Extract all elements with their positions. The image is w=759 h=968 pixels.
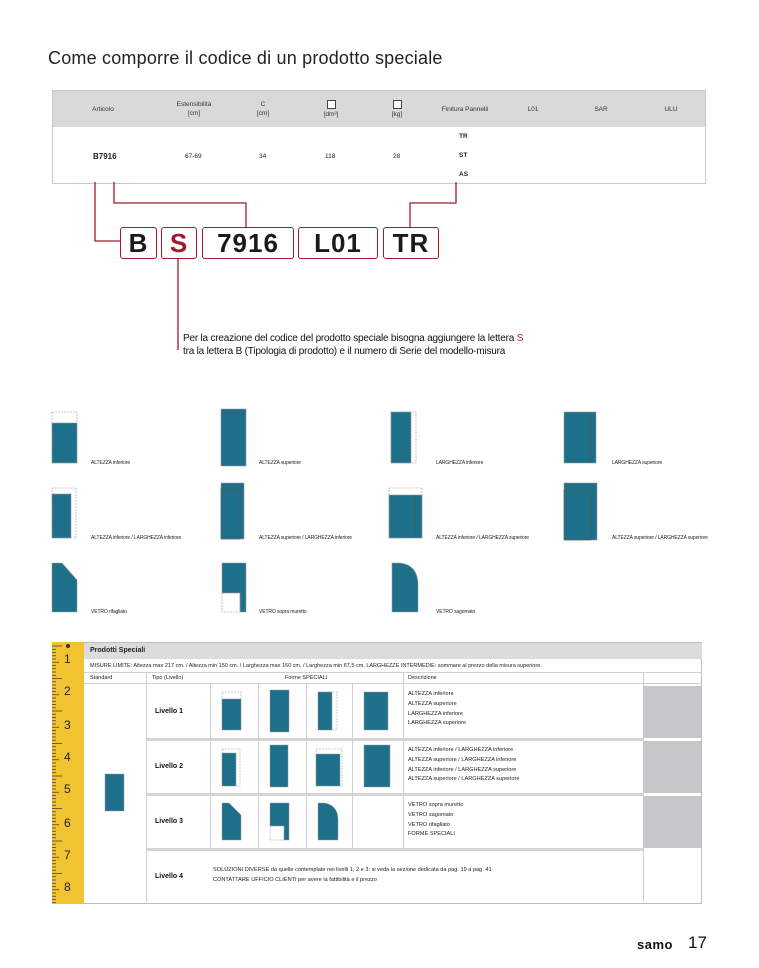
- col-volume: [dm³]: [311, 91, 351, 127]
- code-box-l01: L01: [298, 227, 378, 259]
- caption-3: LARGHEZZA superiore: [612, 460, 663, 466]
- caption-5: ALTEZZA superiore / LARGHEZZA inferiore: [259, 535, 352, 541]
- code-box-tr: TR: [383, 227, 439, 259]
- caption-9: VETRO sopra muretto: [259, 609, 307, 615]
- samo-logo: samo: [637, 937, 673, 952]
- caption-2: LARGHEZZA inferiore: [436, 460, 484, 466]
- code-note: Per la creazione del codice del prodotto speciale bisogna aggiungere la lettera S tra la lettera B (Tipologia di prodotto) e il numero di Serie del modello-misura: [183, 333, 524, 357]
- level-4-label: Livello 4: [155, 873, 184, 880]
- level-2-desc: ALTEZZA inferiore / LARGHEZZA inferiore ALTEZZA superiore / LARGHEZZA inferiore ALTEZZA inferiore / LARGHEZZA superiore ALTEZZA superiore / LARGHEZZA superiore: [408, 747, 520, 783]
- limits-text: MISURE LIMITE: Altezza max 217 cm. / Altezza min 150 cm. / Larghezza max 160 cm. / Larghezza min 67,5 cm. LARGHEZZE INTERMEDIE: sommare al prezzo della misura superiore.: [90, 663, 542, 669]
- row-c: 34: [259, 153, 267, 160]
- code-box-b: B: [120, 227, 157, 259]
- level-1-label: Livello 1: [155, 708, 184, 715]
- ruler-number: 1: [64, 652, 71, 666]
- code-box-series: 7916: [202, 227, 294, 259]
- table-title: Prodotti Speciali: [90, 647, 146, 654]
- finitura-as: AS: [459, 171, 469, 178]
- col-standard: Standard: [90, 675, 113, 681]
- level-3-desc: VETRO sopra muretto VETRO sagomato VETRO rifagliato FORME SPECIALI: [408, 802, 464, 838]
- level-1-desc: ALTEZZA inferiore ALTEZZA superiore LARGHEZZA inferiore LARGHEZZA superiore: [408, 691, 467, 727]
- col-l01: L01: [527, 105, 539, 113]
- ruler-number: 7: [64, 848, 71, 862]
- caption-4: ALTEZZA inferiore / LARGHEZZA inferiore: [91, 535, 182, 541]
- page-number: 17: [688, 933, 707, 952]
- finitura-tr: TR: [459, 133, 468, 140]
- code-box-s: S: [161, 227, 197, 259]
- row-articolo: B7916: [93, 152, 117, 161]
- caption-1: ALTEZZA superiore: [259, 460, 301, 466]
- col-weight: [kg]: [377, 91, 417, 127]
- col-finitura: Finitura Pannelli: [441, 105, 489, 113]
- col-ulu: ULU: [664, 105, 678, 113]
- caption-8: VETRO rifagliato: [91, 609, 127, 615]
- standard-shape: [105, 774, 124, 811]
- ruler-number: 2: [64, 684, 71, 698]
- caption-7: ALTEZZA superiore / LARGHEZZA superiore: [612, 535, 708, 541]
- col-articolo: Articolo: [92, 105, 114, 113]
- page-title: Come comporre il codice di un prodotto speciale: [48, 48, 443, 68]
- caption-10: VETRO sagomato: [436, 609, 476, 615]
- caption-6: ALTEZZA inferiore / LARGHEZZA superiore: [436, 535, 529, 541]
- level-3-label: Livello 3: [155, 818, 184, 825]
- level-4-desc: SOLUZIONI DIVERSE da quelle contemplate nei livelli 1, 2 e 3: si veda la sezione dedicata da pag. 19 a pag. 41 CONTATTARE UFFICIO CLIENTI per avere la fattibilità e il prezzo: [213, 867, 492, 883]
- ruler-number: 3: [64, 718, 71, 732]
- col-tipo: Tipo (Livello): [152, 675, 184, 681]
- ruler-number: 4: [64, 750, 71, 764]
- col-c: C [cm]: [256, 101, 270, 117]
- row-weight: 28: [393, 153, 401, 160]
- col-forme: Forme SPECIALI: [285, 675, 328, 681]
- caption-0: ALTEZZA inferiore: [91, 460, 131, 466]
- level-2-label: Livello 2: [155, 763, 184, 770]
- col-descrizione: Descrizione: [408, 675, 437, 681]
- row-estensibilita: 67-69: [185, 153, 202, 160]
- col-estensibilita: Estensibilità [cm]: [176, 101, 212, 117]
- col-sar: SAR: [594, 105, 608, 113]
- ruler-number: 5: [64, 782, 71, 796]
- ruler-number: 6: [64, 816, 71, 830]
- finitura-st: ST: [459, 152, 468, 159]
- row-volume: 118: [325, 153, 336, 160]
- ruler-number: 8: [64, 880, 71, 894]
